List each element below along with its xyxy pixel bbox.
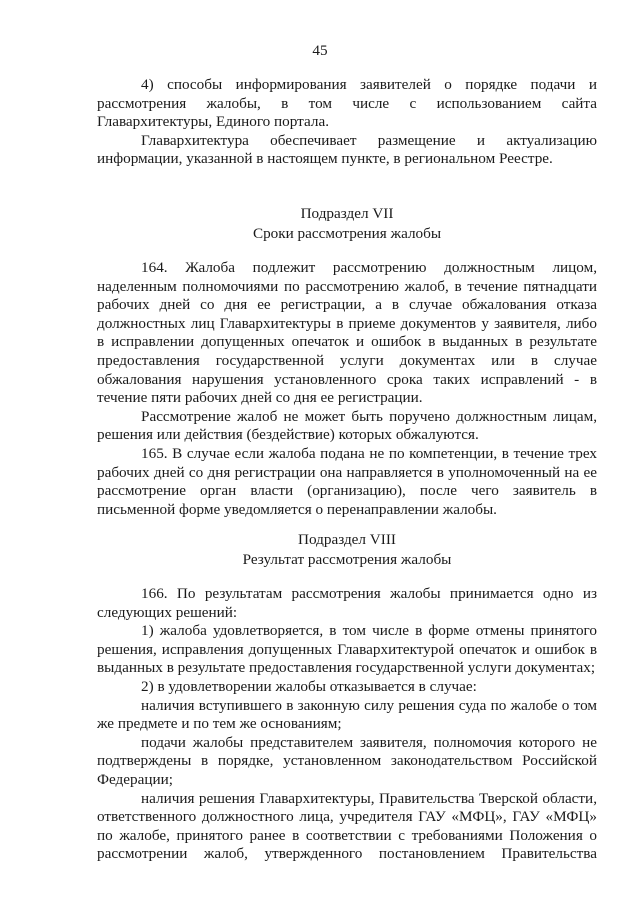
intro-paragraph-info-methods: 4) способы информирования заявителей о порядке подачи и рассмотрения жалобы, в том числе с использованием сайта Главархитектуры, Единого портала. <box>97 76 597 131</box>
section-7-label: Подраздел VII <box>300 205 394 222</box>
section-8-label: Подраздел VIII <box>298 531 396 548</box>
refusal-case-court-decision: наличия вступившего в законную силу решения суда по жалобе о том же предмете и по тем же основаниям; <box>97 696 597 733</box>
intro-paragraph-registry: Главархитектура обеспечивает размещение и актуализацию информации, указанной в настоящем пункте, в региональном Реестре. <box>97 131 597 168</box>
section-7-heading <box>97 204 597 243</box>
section-7-title: Сроки рассмотрения жалобы <box>252 224 442 242</box>
page-number: 45 <box>312 42 328 59</box>
refusal-case-prior-decision: наличия решения Главархитектуры, Правительства Тверской области, ответственного должностного лица, учредителя ГАУ «МФЦ», ГАУ «МФЦ» по жалобе, принятого ранее в соответствии с требованиями Положения о рассмотрении жалоб, утвержденного постановлением Правительства <box>97 789 597 863</box>
intro-block <box>97 76 597 169</box>
paragraph-164-continuation: Рассмотрение жалоб не может быть поручено должностным лицам, решения или действия (бездействие) которых обжалуются. <box>97 407 597 444</box>
decision-item-1: 1) жалоба удовлетворяется, в том числе в форме отмены принятого решения, исправления допущенных Главархитектурой опечаток и ошибок в выданных в результате предоставления государственной услуги документах; <box>97 622 597 677</box>
section-8-heading <box>97 530 597 569</box>
section-7-body <box>97 259 597 519</box>
section-8-body <box>97 585 597 864</box>
paragraph-164: 164. Жалоба подлежит рассмотрению должностным лицом, наделенным полномочиями по рассмотрению жалоб, в течение пятнадцати рабочих дней со дня ее регистрации, а в случае обжалования отказа должностных лиц Главархитектуры в приеме документов у заявителя, либо в исправлении допущенных опечаток и ошибок в выданных в результате предоставления государственной услуги документах или в случае обжалования нарушения установленного срока таких исправлений - в течение пяти рабочих дней со дня ее регистрации. <box>97 259 597 407</box>
paragraph-165: 165. В случае если жалоба подана не по компетенции, в течение трех рабочих дней со дня регистрации она направляется в уполномоченный на ее рассмотрение орган власти (организацию), после чего заявитель в письменной форме уведомляется о перенаправлении жалобы. <box>97 444 597 518</box>
decision-item-2: 2) в удовлетворении жалобы отказывается в случае: <box>141 677 477 695</box>
paragraph-166: 166. По результатам рассмотрения жалобы принимается одно из следующих решений: <box>97 585 597 621</box>
section-8-title: Результат рассмотрения жалобы <box>242 550 452 568</box>
refusal-case-unconfirmed-powers: подачи жалобы представителем заявителя, полномочия которого не подтверждены в порядке, установленном законодательством Российской Федерации; <box>97 733 597 788</box>
